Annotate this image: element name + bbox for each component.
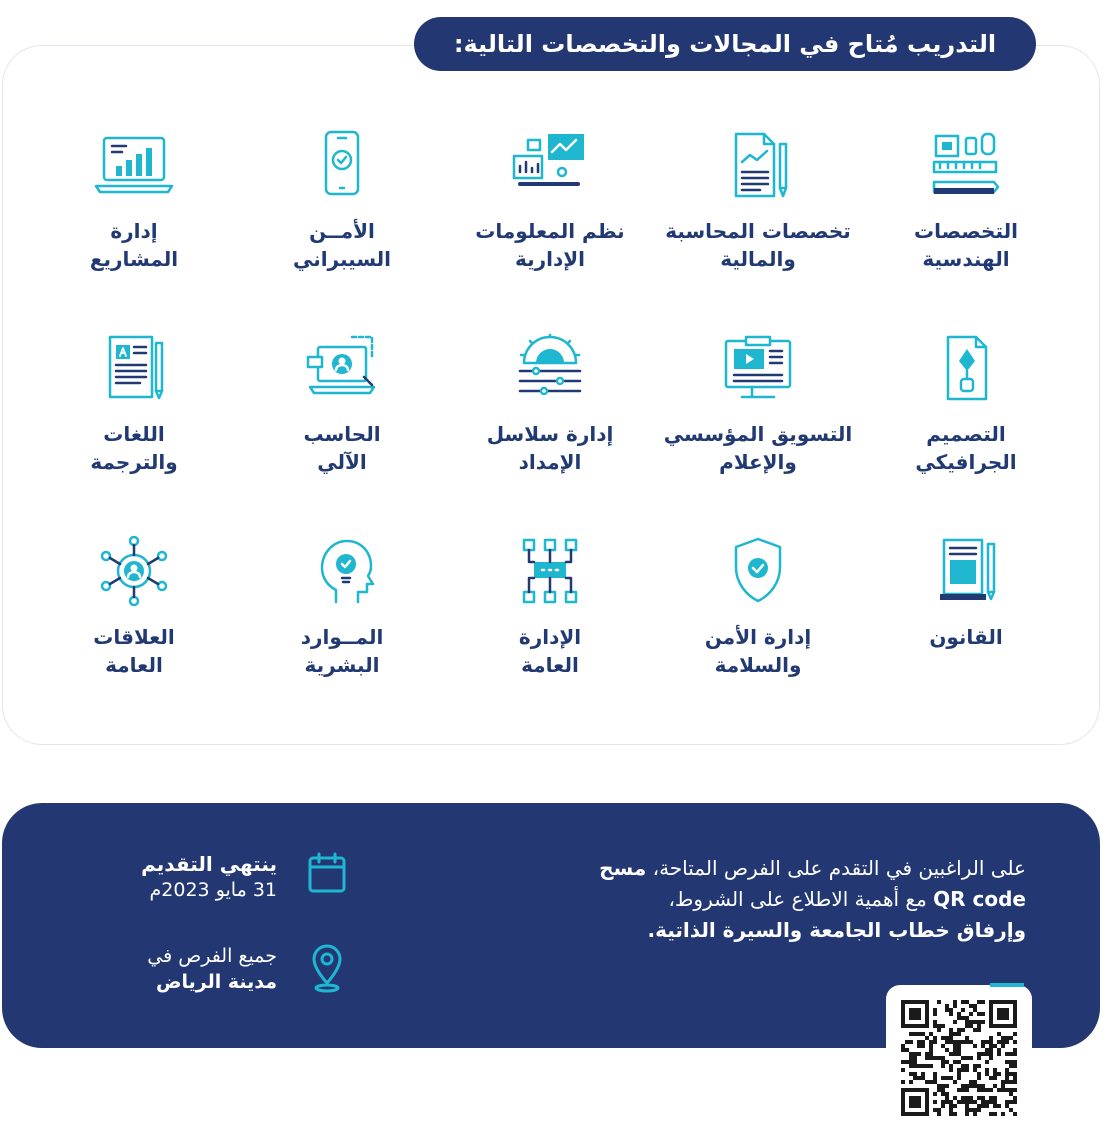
- field-item: [446, 531, 654, 734]
- field-label: القانون: [929, 625, 1003, 649]
- field-label: الإدارة العامة: [518, 625, 582, 677]
- field-item: [654, 328, 862, 531]
- field-item: [30, 531, 238, 734]
- field-label: الحاسب الآلي: [303, 422, 381, 474]
- instructions-line-1: على الراغبين في التقدم على الفرص المتاحة، مسح: [599, 856, 1026, 880]
- deadline-title: ينتهي التقديم: [141, 852, 277, 876]
- instructions-line-3: وإرفاق خطاب الجامعة والسيرة الذاتية.: [647, 918, 1026, 942]
- field-item: [862, 328, 1070, 531]
- field-label: نظم المعلومات الإدارية: [475, 219, 625, 271]
- field-label: إدارة سلاسل الإمداد: [486, 422, 614, 474]
- field-item: [654, 125, 862, 328]
- field-item: [862, 531, 1070, 734]
- field-item: [238, 328, 446, 531]
- media-monitor-icon: [714, 328, 802, 408]
- accounting-document-icon: [714, 125, 802, 205]
- location-line: جميع الفرص في: [147, 945, 277, 967]
- deadline-date: 31 مايو 2023م: [149, 879, 277, 901]
- field-item: [862, 125, 1070, 328]
- field-label: التخصصات الهندسية: [914, 219, 1018, 271]
- field-item: [238, 531, 446, 734]
- field-label: تخصصات المحاسبة والمالية: [665, 219, 851, 271]
- field-label: إدارة الأمن والسلامة: [704, 625, 812, 677]
- shield-check-icon: [714, 531, 802, 611]
- flowchart-icon: [506, 531, 594, 611]
- fields-grid: [30, 125, 1070, 734]
- head-idea-icon: [298, 531, 386, 611]
- calendar-icon: [307, 851, 347, 897]
- location-city: مدينة الرياض: [155, 971, 277, 993]
- location-text: [147, 943, 277, 995]
- information-systems-icon: [506, 125, 594, 205]
- field-item: [30, 125, 238, 328]
- instructions-line-2: QR code مع أهمية الاطلاع على الشروط،: [668, 887, 1026, 911]
- field-label: المــوارد البشرية: [300, 625, 384, 677]
- field-item: [446, 328, 654, 531]
- deadline-text: [141, 851, 277, 903]
- qr-code-image[interactable]: [901, 1000, 1017, 1116]
- engineering-tools-icon: [922, 125, 1010, 205]
- field-item: [30, 328, 238, 531]
- mobile-security-icon: [298, 125, 386, 205]
- field-label: اللغات والترجمة: [90, 422, 178, 474]
- language-book-icon: [90, 328, 178, 408]
- field-item: [446, 125, 654, 328]
- field-item: [654, 531, 862, 734]
- page-title: التدريب مُتاح في المجالات والتخصصات التالية:: [414, 17, 1036, 71]
- computer-user-icon: [298, 328, 386, 408]
- laptop-chart-icon: [90, 125, 178, 205]
- application-instructions: [466, 853, 1026, 946]
- field-label: الأمــن السيبراني: [292, 219, 392, 271]
- qr-accent-bar: [990, 983, 1024, 987]
- supply-chain-gear-icon: [506, 328, 594, 408]
- location-pin-icon: [307, 943, 347, 989]
- graphic-design-icon: [922, 328, 1010, 408]
- network-person-icon: [90, 531, 178, 611]
- field-label: العلاقات العامة: [93, 625, 175, 677]
- field-label: التسويق المؤسسي والإعلام: [663, 422, 853, 474]
- field-item: [238, 125, 446, 328]
- field-label: التصميم الجرافيكي: [915, 422, 1017, 474]
- field-label: إدارة المشاريع: [89, 219, 179, 271]
- law-document-icon: [922, 531, 1010, 611]
